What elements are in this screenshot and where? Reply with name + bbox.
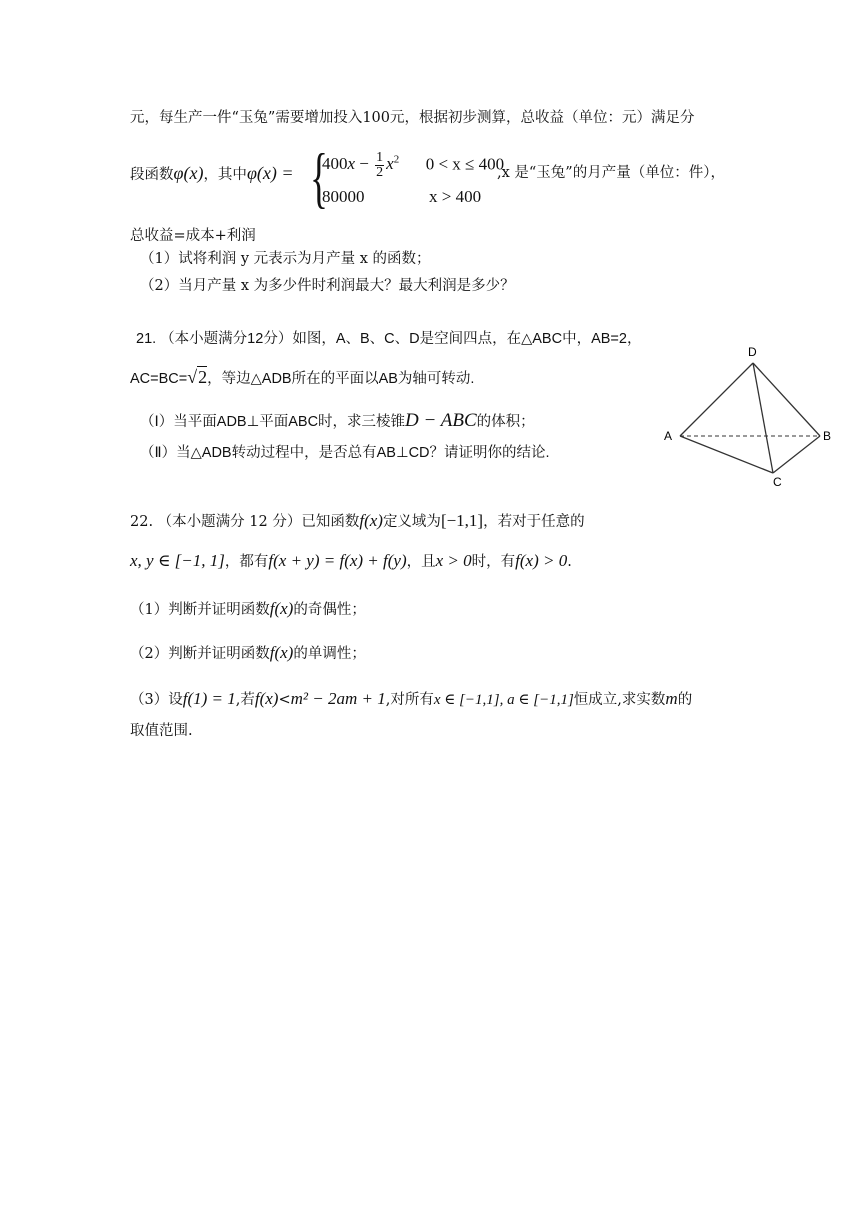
sqrt-two: √2 [187, 367, 208, 387]
edge-AC [680, 436, 773, 473]
label-B: B [823, 429, 832, 443]
edge-AD [680, 363, 753, 436]
p21-line2: AC=BC=√2，等边△ADB所在的平面以AB为轴可转动. [130, 367, 475, 387]
p21-question-2: （Ⅱ）当△ADB转动过程中，是否总有AB⊥CD？请证明你的结论. [140, 445, 550, 461]
additive-equation: f(x + y) = f(x) + f(y) [268, 551, 407, 570]
label-C: C [773, 475, 782, 489]
p20-line2: 段函数φ(x)，其中φ(x) = [130, 163, 294, 183]
case1-expression: 400x − $\frac{1}{2}$ $x^2$ [322, 150, 400, 180]
p20-line3: 总收益=成本+利润 [130, 228, 256, 244]
p22-question-3-line2: 取值范围. [130, 723, 193, 739]
piecewise-case-1 [322, 151, 504, 180]
fx-positive: f(x) > 0 [515, 551, 568, 570]
f1-equals-1: f(1) = 1 [182, 689, 236, 708]
label-A: A [664, 429, 673, 443]
pyramid-notation: D − ABC [405, 410, 477, 431]
p22-question-2: （2）判断并证明函数f(x)的单调性； [130, 643, 366, 662]
xy-in-domain: x, y ∈ [−1, 1] [130, 551, 225, 570]
p20-line2-tail: ,x 是“玉兔”的月产量（单位：件）， [497, 165, 725, 181]
p22-line2: x, y ∈ [−1, 1]，都有f(x + y) = f(x) + f(y)，且x > 0时，有f(x) > 0. [130, 551, 572, 570]
edge-DB [753, 363, 820, 436]
p22-line1: 22. （本小题满分 12 分）已知函数f(x)定义域为[−1,1]，若对于任意的 [130, 511, 585, 530]
fx-2: f(x) [269, 599, 294, 618]
fx-3: f(x) [269, 643, 294, 662]
p20-line1: 元，每生产一件“玉兔”需要增加投入100元，根据初步测算，总收益（单位：元）满足分 [130, 110, 695, 126]
quadratic-bound: m² − 2am + 1 [290, 689, 386, 708]
pyramid-figure [660, 340, 840, 490]
phi-function: φ(x) [173, 163, 204, 183]
var-m: m [665, 689, 678, 708]
p22-question-1: （1）判断并证明函数f(x)的奇偶性； [130, 599, 366, 618]
domain-interval: [−1,1] [440, 511, 484, 530]
fx-1: f(x) [359, 511, 383, 530]
p20-question-2: （2）当月产量 x 为多少件时利润最大？最大利润是多少？ [140, 278, 515, 294]
x-positive: x > 0 [435, 551, 472, 570]
case2-condition: x > 400 [429, 187, 482, 206]
phi-definition: φ(x) = [246, 163, 294, 183]
x-a-domain: x ∈ [−1,1], a ∈ [−1,1] [433, 692, 574, 708]
piecewise-case-2 [322, 187, 481, 207]
case1-condition: 0 < x ≤ 400 [425, 154, 505, 174]
p22-question-3: （3）设f(1) = 1,若f(x)<m² − 2am + 1,对所有x ∈ [−1,1], a ∈ [−1,1]恒成立,求实数m的 [130, 689, 693, 708]
p21-question-1: （Ⅰ）当平面ADB⊥平面ABC时，求三棱锥D − ABC的体积； [140, 410, 535, 431]
edge-DC [753, 363, 773, 473]
label-D: D [748, 345, 757, 359]
left-brace: { [310, 139, 328, 215]
fx-4: f(x) [254, 689, 279, 708]
p20-question-1: （1）试将利润 y 元表示为月产量 x 的函数； [140, 251, 431, 267]
case2-expression: 80000 [322, 187, 365, 206]
p21-line1: 21. （本小题满分12分）如图，A、B、C、D是空间四点，在△ABC中，AB=2， [136, 331, 642, 347]
edge-CB [773, 436, 820, 473]
